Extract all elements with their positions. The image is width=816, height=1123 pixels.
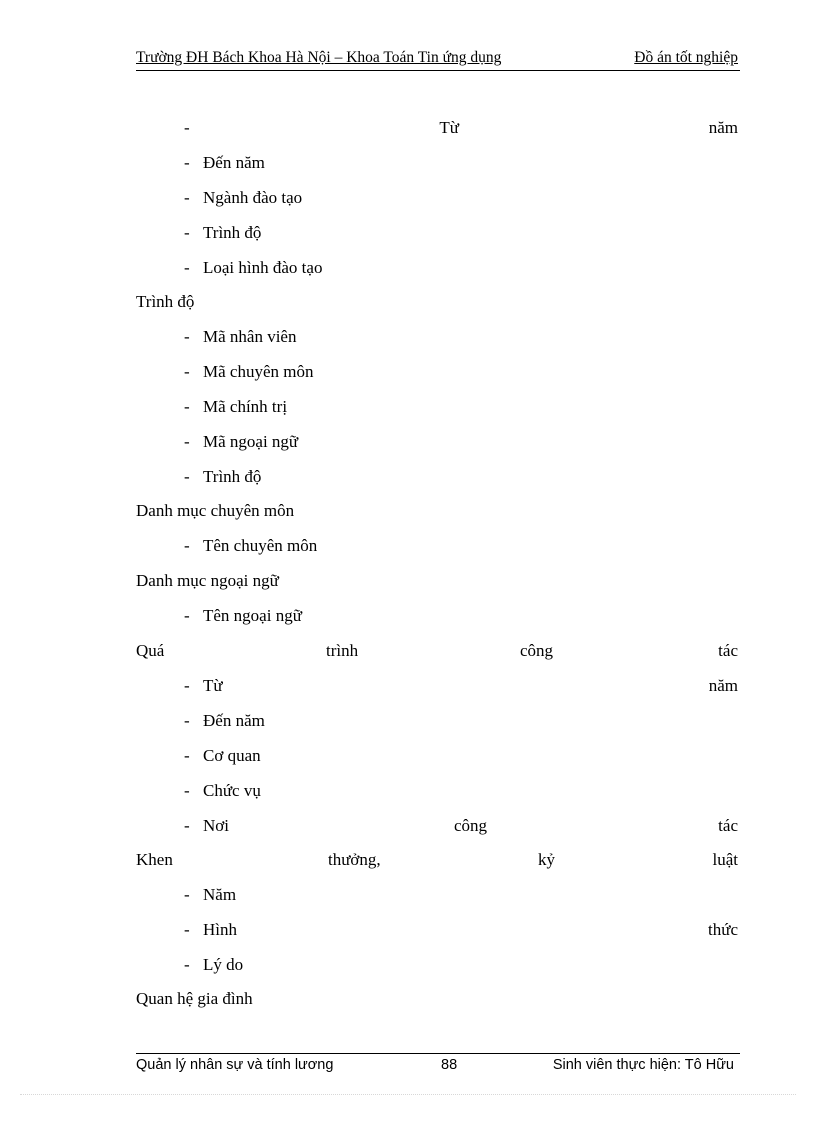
- bullet-dash: -: [184, 676, 190, 695]
- bullet-item: [184, 744, 738, 768]
- bullet-text: Đến năm: [203, 153, 265, 172]
- bullet-item: [184, 814, 738, 838]
- bullet-dash: -: [184, 397, 190, 416]
- word: tác: [718, 641, 738, 660]
- bullet-item: [184, 151, 738, 175]
- bullet-tu-nam: [184, 116, 738, 140]
- bullet-text: Tên ngoại ngữ: [203, 606, 302, 625]
- bullet-text: Nơi: [203, 816, 229, 835]
- bullet-dash: -: [184, 536, 190, 555]
- bullet-text: Mã chuyên môn: [203, 362, 314, 381]
- bullet-text: Loại hình đào tạo: [203, 258, 323, 277]
- bullet-item: [184, 779, 738, 803]
- word: năm: [708, 676, 738, 695]
- bullet-text: Mã ngoại ngữ: [203, 432, 299, 451]
- bullet-dash: -: [184, 955, 190, 974]
- bullet-text: Trình độ: [203, 467, 262, 486]
- footer-left: Quản lý nhân sự và tính lương: [136, 1057, 334, 1073]
- section-heading-justified: [136, 848, 738, 872]
- page-edge-divider: [20, 1094, 796, 1095]
- bullet-text: Mã nhân viên: [203, 327, 297, 346]
- word: thức: [708, 920, 738, 939]
- bullet-text: Chức vụ: [203, 781, 261, 800]
- section-heading: Danh mục chuyên môn: [136, 501, 295, 520]
- section-heading-justified: [136, 639, 738, 663]
- bullet-dash: -: [184, 188, 190, 207]
- header-left: Trường ĐH Bách Khoa Hà Nội – Khoa Toán Tin ứng dụng: [136, 49, 502, 66]
- bullet-text: Lý do: [203, 955, 244, 974]
- bullet-item: [184, 395, 738, 419]
- bullet-text: Hình: [203, 920, 237, 939]
- bullet-dash: -: [184, 816, 190, 835]
- word: tác: [718, 816, 738, 835]
- bullet-item: [184, 534, 738, 558]
- bullet-dash: -: [184, 746, 190, 765]
- word: Khen: [136, 850, 173, 869]
- bullet-item: [184, 953, 738, 977]
- bullet-item: [184, 883, 738, 907]
- bullet-dash: -: [184, 327, 190, 346]
- bullet-dash: -: [184, 467, 190, 486]
- bullet-text: Đến năm: [203, 711, 265, 730]
- word: Từ: [439, 118, 459, 137]
- word: thưởng,: [328, 850, 381, 869]
- word: năm: [708, 118, 738, 137]
- bullet-item: [184, 325, 738, 349]
- bullet-dash: -: [184, 885, 190, 904]
- bullet-text: Tên chuyên môn: [203, 536, 318, 555]
- word: công: [520, 641, 554, 660]
- word: luật: [712, 850, 738, 869]
- bullet-item: [184, 674, 738, 698]
- bullet-item: [184, 465, 738, 489]
- bullet-item: [184, 221, 738, 245]
- bullet-text: Cơ quan: [203, 746, 261, 765]
- header-right: Đồ án tốt nghiệp: [634, 49, 738, 66]
- bullet-item: [184, 360, 738, 384]
- bullet-text: Mã chính trị: [203, 397, 288, 416]
- bullet-text: Ngành đào tạo: [203, 188, 303, 207]
- bullet-text: Năm: [203, 885, 237, 904]
- page-header: [136, 48, 740, 71]
- word: công: [454, 816, 488, 835]
- bullet-item: [184, 918, 738, 942]
- bullet-dash: -: [184, 258, 190, 277]
- bullet-dash: -: [184, 781, 190, 800]
- footer-right: Sinh viên thực hiện: Tô Hữu: [552, 1057, 734, 1073]
- word: kỷ: [538, 850, 555, 869]
- word: Quá: [136, 641, 165, 660]
- bullet-dash: -: [184, 920, 190, 939]
- section-heading: Danh mục ngoại ngữ: [136, 571, 279, 590]
- bullet-dash: -: [184, 223, 190, 242]
- bullet-dash: -: [184, 153, 190, 172]
- bullet-dash: -: [184, 362, 190, 381]
- bullet-dash: -: [184, 606, 190, 625]
- bullet-dash: -: [184, 432, 190, 451]
- bullet-item: [184, 604, 738, 628]
- bullet-dash: -: [184, 711, 190, 730]
- section-heading: Quan hệ gia đình: [136, 989, 253, 1008]
- bullet-text: Từ: [203, 676, 223, 695]
- bullet-dash: -: [184, 118, 190, 137]
- bullet-item: [184, 256, 738, 280]
- bullet-item: [184, 709, 738, 733]
- bullet-item: [184, 430, 738, 454]
- word: trình: [326, 641, 359, 660]
- section-heading: Trình độ: [136, 292, 195, 311]
- bullet-text: Trình độ: [203, 223, 262, 242]
- page-number: 88: [441, 1057, 458, 1073]
- page-footer: [136, 1053, 740, 1076]
- bullet-item: [184, 186, 738, 210]
